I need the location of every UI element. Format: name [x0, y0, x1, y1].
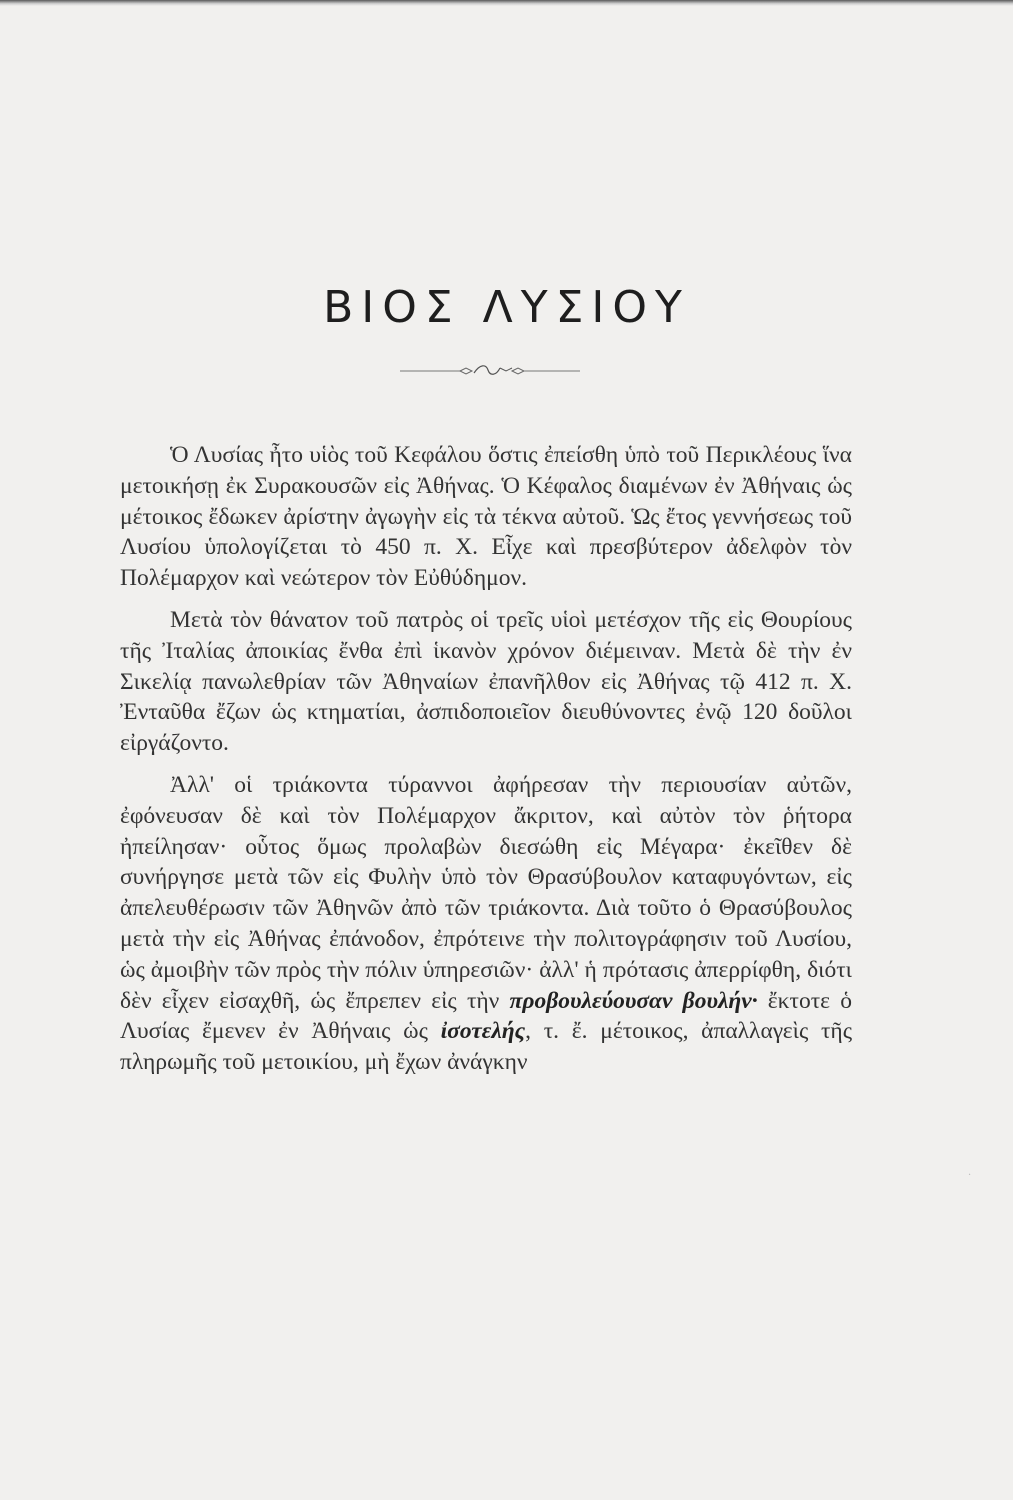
body-text [120, 440, 852, 1089]
page-title: ΒΙΟΣ ΛΥΣΙΟΥ [323, 282, 690, 333]
margin-mark: · [968, 1170, 972, 1181]
divider-ornament [400, 362, 580, 378]
emphasis-probouleuousan: προβουλεύουσαν βουλήν· [509, 987, 758, 1014]
page-top-edge [0, 0, 1013, 6]
emphasis-isoteles: ἰσοτελής [440, 1018, 526, 1045]
paragraph-1-text: Ὁ Λυσίας ἦτο υἱὸς τοῦ Κεφάλου ὅστις ἐπείσθη ὑπὸ τοῦ Περικλέους ἵνα μετοικήσῃ ἐκ Συρακουσῶν εἰς Ἀθήνας. Ὁ Κέφαλος διαμένων ἐν Ἀθήναις ὡς μέτοικος ἔδωκεν ἀρίστην ἀγωγὴν εἰς τὰ τέκνα αὐτοῦ. Ὡς ἔτος γεννήσεως τοῦ Λυσίου ὑπολογίζεται τὸ 450 π. Χ. Εἶχε καὶ πρεσβύτερον ἀδελφὸν τὸν Πολέμαρχον καὶ νεώτερον τὸν Εὐθύδημον. [120, 442, 852, 592]
paragraph-2 [120, 605, 852, 759]
paragraph-3-text-start: Ἀλλ' οἱ τριάκοντα τύραννοι ἀφήρεσαν τὴν περιουσίαν αὐτῶν, ἐφόνευσαν δὲ καὶ τὸν Πολέμαρχον ἄκριτον, καὶ αὐτὸν τὸν ῥήτορα ἠπείλησαν· οὗτος ὅμως προλαβὼν διεσώθη εἰς Μέγαρα· ἐκεῖθεν δὲ συνήργησε μετὰ τῶν εἰς Φυλὴν ὑπὸ τὸν Θρασύβουλον καταφυγόντων, εἰς ἀπελευθέρωσιν τῶν Ἀθηνῶν ἀπὸ τῶν τριάκοντα. Διὰ τοῦτο ὁ Θρασύβουλος μετὰ τὴν εἰς Ἀθήνας ἐπάνοδον, ἐπρότεινε τὴν πολιτογράφησιν τοῦ Λυσίου, ὡς ἀμοιβὴν τῶν πρὸς τὴν πόλιν ὑπηρεσιῶν· ἀλλ' ἡ πρότασις ἀπερρίφθη, διότι δὲν εἶχεν εἰσαχθῆ, ὡς ἔπρεπεν εἰς τὴν [120, 771, 852, 1014]
paragraph-3-text-end: , τ. ἔ. μέτοικος, ἀπαλλαγεὶς τῆς πληρωμῆς τοῦ μετοικίου, μὴ ἔχων ἀνάγκην [120, 1018, 852, 1076]
paragraph-3-text-middle: ἔκτοτε ὁ Λυσίας ἔμενεν ἐν Ἀθήναις ὡς [120, 987, 852, 1045]
paragraph-1 [120, 440, 852, 594]
paragraph-2-text: Μετὰ τὸν θάνατον τοῦ πατρὸς οἱ τρεῖς υἱοὶ μετέσχον τῆς εἰς Θουρίους τῆς Ἰταλίας ἀποικίας ἔνθα ἐπὶ ἱκανὸν χρόνον διέμειναν. Μετὰ δὲ τὴν ἐν Σικελίᾳ πανωλεθρίαν τῶν Ἀθηναίων ἐπανῆλθον εἰς Ἀθήνας τῷ 412 π. Χ. Ἐνταῦθα ἔζων ὡς κτηματίαι, ἀσπιδοποιεῖον διευθύνοντες ἐνῷ 120 δοῦλοι εἰργάζοντο. [120, 606, 852, 757]
paragraph-3 [120, 770, 852, 1078]
